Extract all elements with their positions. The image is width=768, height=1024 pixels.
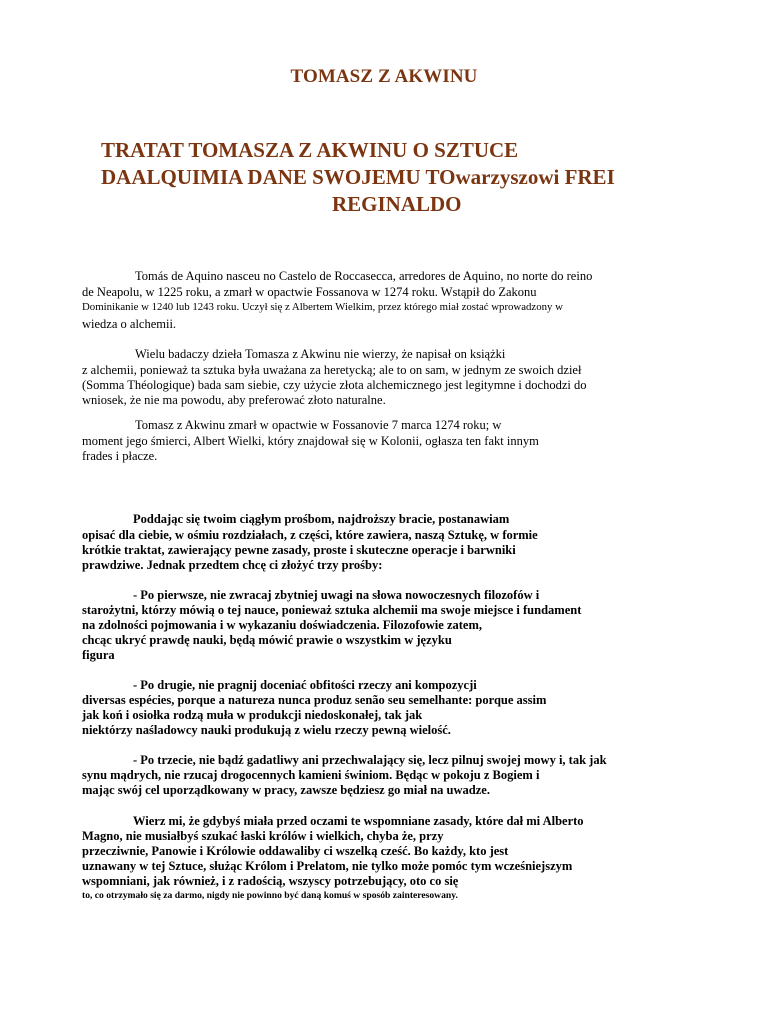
body-line: Magno, nie musiałbyś szukać łaski królów i wielkich, chyba że, przy [82,829,444,843]
body-line: - Po drugie, nie pragnij doceniać obfitości rzeczy ani kompozycji [133,678,477,692]
body-line: Poddając się twoim ciągłym prośbom, najdroższy bracie, postanawiam [133,512,510,526]
body-line: jak koń i osiołka rodzą muła w produkcji niedoskonałej, tak jak [82,708,423,722]
intro-line: Wielu badaczy dzieła Tomasza z Akwinu nie wierzy, że napisał on książki [135,347,506,361]
intro-line: moment jego śmierci, Albert Wielki, który znajdował się w Kolonii, ogłasza ten fakt innym [82,434,539,448]
intro-line: de Neapolu, w 1225 roku, a zmarł w opactwie Fossanova w 1274 roku. Wstąpił do Zakonu [82,285,537,299]
document-title: TOMASZ Z AKWINU [290,66,478,87]
body-line: Wierz mi, że gdybyś miała przed oczami te wspomniane zasady, które dał mi Alberto [133,814,584,828]
intro-line: Tomás de Aquino nasceu no Castelo de Roccasecca, arredores de Aquino, no norte do reino [135,269,593,283]
intro-line: Tomasz z Akwinu zmarł w opactwie w Fossanovie 7 marca 1274 roku; w [135,418,502,432]
intro-line: frades i płacze. [82,449,158,463]
subtitle-line: REGINALDO [332,192,462,216]
body-line: - Po pierwsze, nie zwracaj zbytniej uwagi na słowa nowoczesnych filozofów i [133,588,540,602]
body-line: mając swój cel uporządkowany w pracy, zawsze będziesz go miał na uwadze. [82,783,490,797]
body-line: niektórzy naśladowcy nauki produkują z wielu rzeczy pewną wielość. [82,723,451,737]
subtitle-line: DAALQUIMIA DANE SWOJEMU TOwarzyszowi FREI [101,165,615,189]
body-line: diversas espécies, porque a natureza nunca produz senão seu semelhante: porque assim [82,693,547,707]
body-line: synu mądrych, nie rzucaj drogocennych kamieni świniom. Będąc w pokoju z Bogiem i [82,768,540,782]
intro-line: z alchemii, ponieważ ta sztuka była uważana za heretycką; ale to on sam, w jednym ze swoich dzieł [82,363,582,377]
body-line: wspomniani, jak również, i z radością, wszyscy potrzebujący, oto co się [82,874,459,888]
body-line: figura [82,648,115,662]
body-line: prawdziwe. Jednak przedtem chcę ci złożyć trzy prośby: [82,558,383,572]
body-line: na zdolności pojmowania i w wykazaniu doświadczenia. Filozofowie zatem, [82,618,482,632]
body-line: opisać dla ciebie, w ośmiu rozdziałach, z części, które zawiera, naszą Sztukę, w formie [82,528,538,542]
body-line: przecziwnie, Panowie i Królowie oddawaliby ci wszelką cześć. Bo każdy, kto jest [82,844,509,858]
intro-line: Dominikanie w 1240 lub 1243 roku. Uczył się z Albertem Wielkim, przez którego miał zostać wprowadzony w [82,301,563,313]
intro-line: wniosek, że nie ma powodu, aby preferować złoto naturalne. [82,393,386,407]
body-line: to, co otrzymało się za darmo, nigdy nie powinno być daną komuś w sposób zainteresowany. [82,890,458,901]
body-line: uznawany w tej Sztuce, służąc Królom i Prelatom, nie tylko może pomóc tym wcześniejszym [82,859,573,873]
body-line: krótkie traktat, zawierający pewne zasady, proste i skuteczne operacje i barwniki [82,543,516,557]
intro-line: wiedza o alchemii. [82,317,177,331]
body-line: - Po trzecie, nie bądź gadatliwy ani przechwalający się, lecz pilnuj swojej mowy i, tak jak [133,753,607,767]
body-line: chcąc ukryć prawdę nauki, będą mówić prawie o wszystkim w języku [82,633,452,647]
intro-line: (Somma Théologique) bada sam siebie, czy użycie złota alchemicznego jest legitymne i dochodzi do [82,378,587,392]
body-line: starożytni, którzy mówią o tej nauce, ponieważ sztuka alchemii ma swoje miejsce i fundament [82,603,582,617]
subtitle-line: TRATAT TOMASZA Z AKWINU O SZTUCE [101,138,519,162]
